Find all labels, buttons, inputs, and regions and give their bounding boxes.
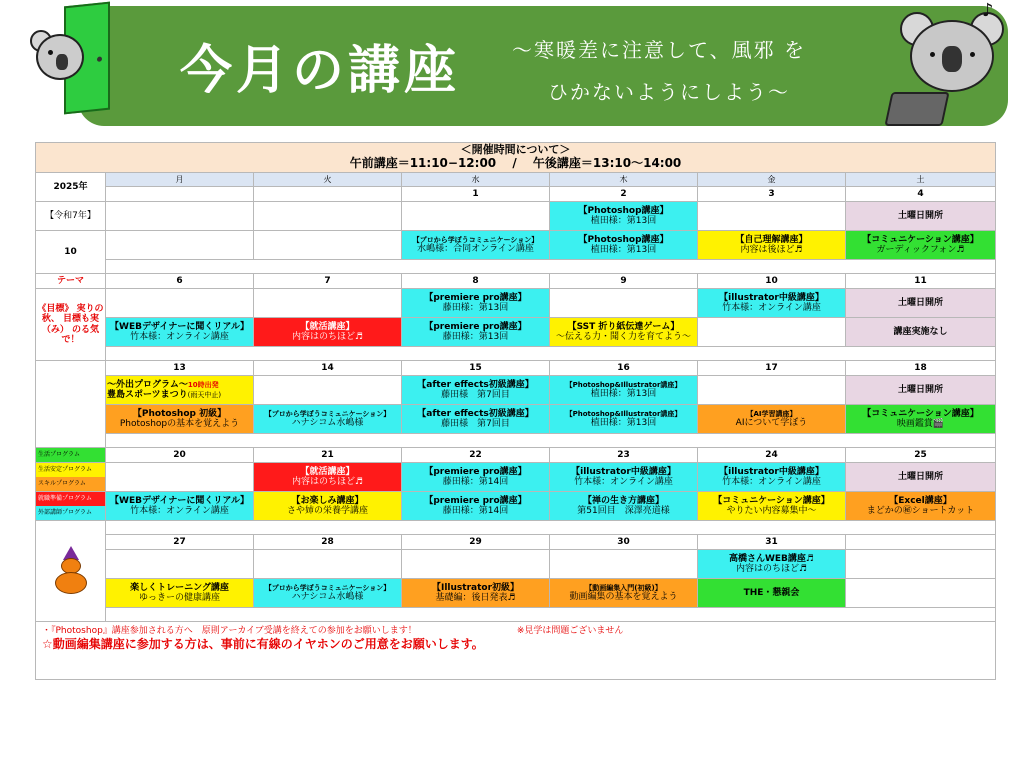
event-cell: [106, 231, 254, 260]
event-cell: [550, 405, 698, 434]
event-cell: [846, 289, 996, 318]
event-cell: [106, 463, 254, 492]
event-cell: [254, 405, 402, 434]
day-number: 21: [254, 448, 402, 463]
event-title: 【SST 折り紙伝達ゲーム】: [567, 321, 680, 332]
event-title: 【プロから学ぼうコミュニケーション】: [264, 409, 391, 418]
event-cell: [846, 405, 996, 434]
event-cell: [254, 463, 402, 492]
footer-notes: [36, 622, 996, 680]
event-cell: [106, 405, 254, 434]
day-number: [254, 187, 402, 202]
event-cell: [402, 376, 550, 405]
event-detail: 植田様：第13回: [590, 388, 657, 399]
event-detail: まどかの㊙ショートカット: [866, 506, 975, 516]
day-number: 4: [846, 187, 996, 202]
event-cell: [550, 318, 698, 347]
session-times-info: [36, 143, 996, 173]
event-title: 【after effects初級講座】: [417, 408, 534, 419]
event-cell: [846, 579, 996, 608]
legend-item: 生活プログラム: [36, 448, 106, 463]
spacer-row: [106, 260, 996, 274]
event-detail: 竹本様：オンライン講座: [574, 477, 673, 487]
weekday-header: 木: [550, 173, 698, 187]
monthly-goal: 《目標》 実りの秋、 目標も実（み） のる気で！: [36, 289, 106, 361]
event-cell: [846, 376, 996, 405]
event-title: 高橋さんWEB講座♬: [728, 553, 814, 564]
session-times-detail: 午前講座＝11:10−12:00 / 午後講座＝13:10〜14:00: [349, 155, 682, 170]
event-detail: 水嶋様：合同オンライン講座: [417, 243, 534, 254]
event-detail: さや姉の栄養学講座: [286, 506, 368, 516]
event-detail: 竹本様：オンライン講座: [130, 332, 229, 342]
event-note: 10時出発: [187, 380, 219, 389]
event-cell: [550, 202, 698, 231]
event-title: 【premiere pro講座】: [424, 495, 527, 506]
event-title: 【premiere pro講座】: [424, 292, 527, 303]
event-detail: やりたい内容募集中～: [726, 506, 817, 516]
event-cell: [550, 550, 698, 579]
day-number: 27: [106, 535, 254, 550]
event-detail: 植田様：第13回: [590, 417, 657, 428]
event-title: 【就活講座】: [300, 321, 355, 332]
event-cell: [550, 376, 698, 405]
event-detail: 藤田様：第13回: [442, 303, 509, 313]
day-number: 23: [550, 448, 698, 463]
weekday-header: 金: [698, 173, 846, 187]
day-number: 11: [846, 274, 996, 289]
day-number: 10: [698, 274, 846, 289]
event-detail: 内容はのちほど♬: [735, 564, 808, 574]
event-detail-text: 豊島スポーツまつり: [107, 390, 188, 400]
day-number: 24: [698, 448, 846, 463]
event-cell: [698, 463, 846, 492]
event-title: 【コミュニケーション講座】: [862, 234, 979, 245]
event-cell: [698, 579, 846, 608]
event-cell: [106, 318, 254, 347]
spacer-row: [106, 608, 996, 622]
event-cell: [254, 202, 402, 231]
event-title: 土曜日開所: [898, 210, 944, 221]
pumpkin-cell: [36, 521, 106, 622]
event-detail: 基礎編：後日発表♬: [435, 593, 516, 603]
event-detail: 藤田様：第13回: [442, 332, 509, 342]
day-number: 30: [550, 535, 698, 550]
footer-note-visit: ※見学は問題ございません: [516, 626, 624, 636]
event-cell: [550, 463, 698, 492]
day-number: 25: [846, 448, 996, 463]
event-cell: [106, 492, 254, 521]
event-title: 【動画編集入門(初級)】: [585, 583, 662, 592]
event-title: 【Photoshop講座】: [578, 234, 669, 245]
theme-label: テーマ: [36, 274, 106, 289]
event-cell: [846, 202, 996, 231]
event-detail: ゆっきーの健康講座: [139, 593, 220, 603]
event-cell: [254, 579, 402, 608]
koala-left-icon: [30, 22, 90, 92]
event-detail: 第51回目 深澤亮道様: [577, 506, 670, 516]
weekday-header: 月: [106, 173, 254, 187]
event-detail: 動画編集の基本を覚えよう: [569, 591, 678, 602]
event-title: 【illustrator中級講座】: [571, 466, 676, 477]
event-detail: 内容は後ほど♬: [740, 245, 803, 255]
event-cell: [402, 579, 550, 608]
legend-stack: [36, 463, 106, 492]
weekday-header: 土: [846, 173, 996, 187]
event-cell: [846, 463, 996, 492]
event-detail: AIについて学ぼう: [735, 417, 808, 428]
event-cell: [698, 405, 846, 434]
event-detail: 藤田様：第14回: [442, 506, 509, 516]
page-title: 今月の講座: [180, 41, 461, 101]
day-number: 2: [550, 187, 698, 202]
day-number: 29: [402, 535, 550, 550]
event-cell: [698, 318, 846, 347]
weekday-header: 火: [254, 173, 402, 187]
event-cell: [698, 550, 846, 579]
event-detail: ハナシコム水嶋様: [291, 591, 364, 602]
day-number: 9: [550, 274, 698, 289]
music-note-icon: ♪: [982, 0, 994, 21]
event-cell: [254, 550, 402, 579]
event-cell: [550, 492, 698, 521]
legend-item: 就職準備プログラム: [36, 492, 105, 506]
event-cell: [550, 289, 698, 318]
event-cell: [106, 376, 254, 405]
event-cell: [698, 492, 846, 521]
event-cell: [106, 202, 254, 231]
event-cell: [698, 376, 846, 405]
event-title: 【プロから学ぼうコミュニケーション】: [412, 235, 539, 244]
page-subtitle-line2: ひかないようにしよう～: [548, 80, 790, 104]
side-blank: [36, 361, 106, 448]
event-title: 【illustrator中級講座】: [719, 466, 824, 477]
event-title: 土曜日開所: [898, 297, 944, 308]
event-cell: [402, 492, 550, 521]
event-title: 【Photoshop講座】: [578, 205, 669, 216]
spacer-row: [106, 347, 996, 361]
event-detail: 竹本様：オンライン講座: [722, 303, 821, 313]
day-number: 31: [698, 535, 846, 550]
event-detail: 藤田様 第7回目: [441, 419, 510, 429]
event-cell: [402, 202, 550, 231]
door-knob: [97, 56, 102, 62]
event-detail: 竹本様：オンライン講座: [722, 477, 821, 487]
event-title: 土曜日開所: [898, 384, 944, 395]
event-cell: [550, 231, 698, 260]
event-title: 【Photoshop&Illustrator講座】: [565, 380, 682, 389]
day-number: 16: [550, 361, 698, 376]
event-cell: [402, 289, 550, 318]
event-cell: [402, 405, 550, 434]
day-number: 7: [254, 274, 402, 289]
session-times-heading: ＜開催時間について＞: [460, 143, 571, 157]
event-title: 土曜日開所: [898, 471, 944, 482]
event-title-text: ～外出プログラム～: [107, 379, 188, 390]
day-number: 14: [254, 361, 402, 376]
day-number: 6: [106, 274, 254, 289]
event-detail: ～伝える力・聞く力を育てよう～: [555, 332, 691, 342]
event-detail: 映画鑑賞🎬: [896, 419, 945, 429]
event-detail: 内容はのちほど♬: [291, 332, 364, 342]
day-number: [106, 187, 254, 202]
event-cell: [254, 318, 402, 347]
event-detail: 藤田様：第14回: [442, 477, 509, 487]
event-title: 【illustrator中級講座】: [719, 292, 824, 303]
weekday-header: 水: [402, 173, 550, 187]
event-detail: 藤田様 第7回目: [441, 390, 510, 400]
day-number: 22: [402, 448, 550, 463]
event-cell: [254, 231, 402, 260]
event-note-rain: (雨天中止): [187, 391, 222, 399]
event-cell: [698, 231, 846, 260]
event-detail: 内容はのちほど♬: [291, 477, 364, 487]
event-title: 【Photoshop 初級】: [132, 408, 227, 419]
event-detail: ハナシコム水嶋様: [291, 417, 364, 428]
event-title: 【就活講座】: [300, 466, 355, 477]
event-cell: [698, 202, 846, 231]
legend-item: 外部講師プログラム: [36, 506, 105, 520]
event-title: 【プロから学ぼうコミュニケーション】: [264, 583, 391, 592]
event-detail: 竹本様：オンライン講座: [130, 506, 229, 516]
legend-item: スキルプログラム: [36, 477, 105, 491]
event-cell: [402, 231, 550, 260]
day-number: 28: [254, 535, 402, 550]
event-detail: ガーディックフォン♬: [876, 245, 965, 255]
event-title: 楽しくトレーニング講座: [130, 582, 229, 593]
event-cell: [254, 492, 402, 521]
era-label: 【令和7年】: [36, 202, 106, 231]
event-title: 講座実施なし: [893, 326, 948, 337]
event-title: 【禅の生き方講座】: [582, 495, 664, 506]
event-title: 【premiere pro講座】: [424, 321, 527, 332]
event-title: [107, 380, 252, 390]
day-number: 8: [402, 274, 550, 289]
day-number: 17: [698, 361, 846, 376]
spacer-row: [106, 521, 996, 535]
event-cell: [698, 289, 846, 318]
event-cell: [106, 289, 254, 318]
event-title: 【AI学習講座】: [746, 409, 797, 418]
event-detail: Photoshopの基本を覚えよう: [119, 419, 240, 429]
event-cell: [254, 289, 402, 318]
spacer-row: [106, 434, 996, 448]
footer-note-photoshop: ・『Photoshop』講座参加される方へ 原則アーカイブ受講を終えての参加をお願いします！: [42, 626, 417, 636]
event-title: 【Excel講座】: [889, 495, 952, 506]
legend-stack: [36, 492, 106, 521]
day-number: [846, 535, 996, 550]
event-detail: 植田様：第13回: [590, 245, 657, 255]
month-label: 10: [36, 231, 106, 274]
event-cell: [402, 550, 550, 579]
event-cell: [846, 550, 996, 579]
legend-item: 生活安定プログラム: [36, 463, 105, 477]
year-label: 2025年: [36, 173, 106, 202]
event-title: 【お楽しみ講座】: [291, 495, 364, 506]
event-detail: [107, 390, 252, 400]
event-cell: [254, 376, 402, 405]
event-title: 【WEBデザイナーに聞くリアル】: [110, 321, 249, 332]
event-cell: [106, 579, 254, 608]
day-number: 15: [402, 361, 550, 376]
event-cell: [846, 231, 996, 260]
event-title: 【Photoshop&Illustrator講座】: [565, 409, 682, 418]
laptop-icon: [884, 92, 949, 126]
day-number: 3: [698, 187, 846, 202]
event-title: 【自己理解講座】: [735, 234, 808, 245]
day-number: 20: [106, 448, 254, 463]
event-cell: [402, 463, 550, 492]
event-cell: [402, 318, 550, 347]
schedule-calendar: [35, 142, 996, 680]
day-number: 1: [402, 187, 550, 202]
event-title: 【after effects初級講座】: [417, 379, 534, 390]
event-title: 【コミュニケーション講座】: [862, 408, 979, 419]
event-cell: [846, 492, 996, 521]
event-detail: 植田様：第13回: [590, 216, 657, 226]
event-title: 【premiere pro講座】: [424, 466, 527, 477]
event-cell: [550, 579, 698, 608]
day-number: 13: [106, 361, 254, 376]
event-title: THE・懇親会: [743, 587, 800, 598]
event-title: 【コミュニケーション講座】: [713, 495, 830, 506]
event-title: 【WEBデザイナーに聞くリアル】: [110, 495, 249, 506]
day-number: 18: [846, 361, 996, 376]
event-title: 【Illustrator初級】: [431, 582, 520, 593]
event-cell: [106, 550, 254, 579]
footer-note-earphones: ☆動画編集講座に参加する方は、事前に有線のイヤホンのご用意をお願いします。: [42, 637, 484, 652]
halloween-pumpkin-icon: [51, 546, 91, 596]
event-cell: [846, 318, 996, 347]
page-subtitle-line1: ～寒暖差に注意して、風邪 を: [512, 38, 806, 62]
